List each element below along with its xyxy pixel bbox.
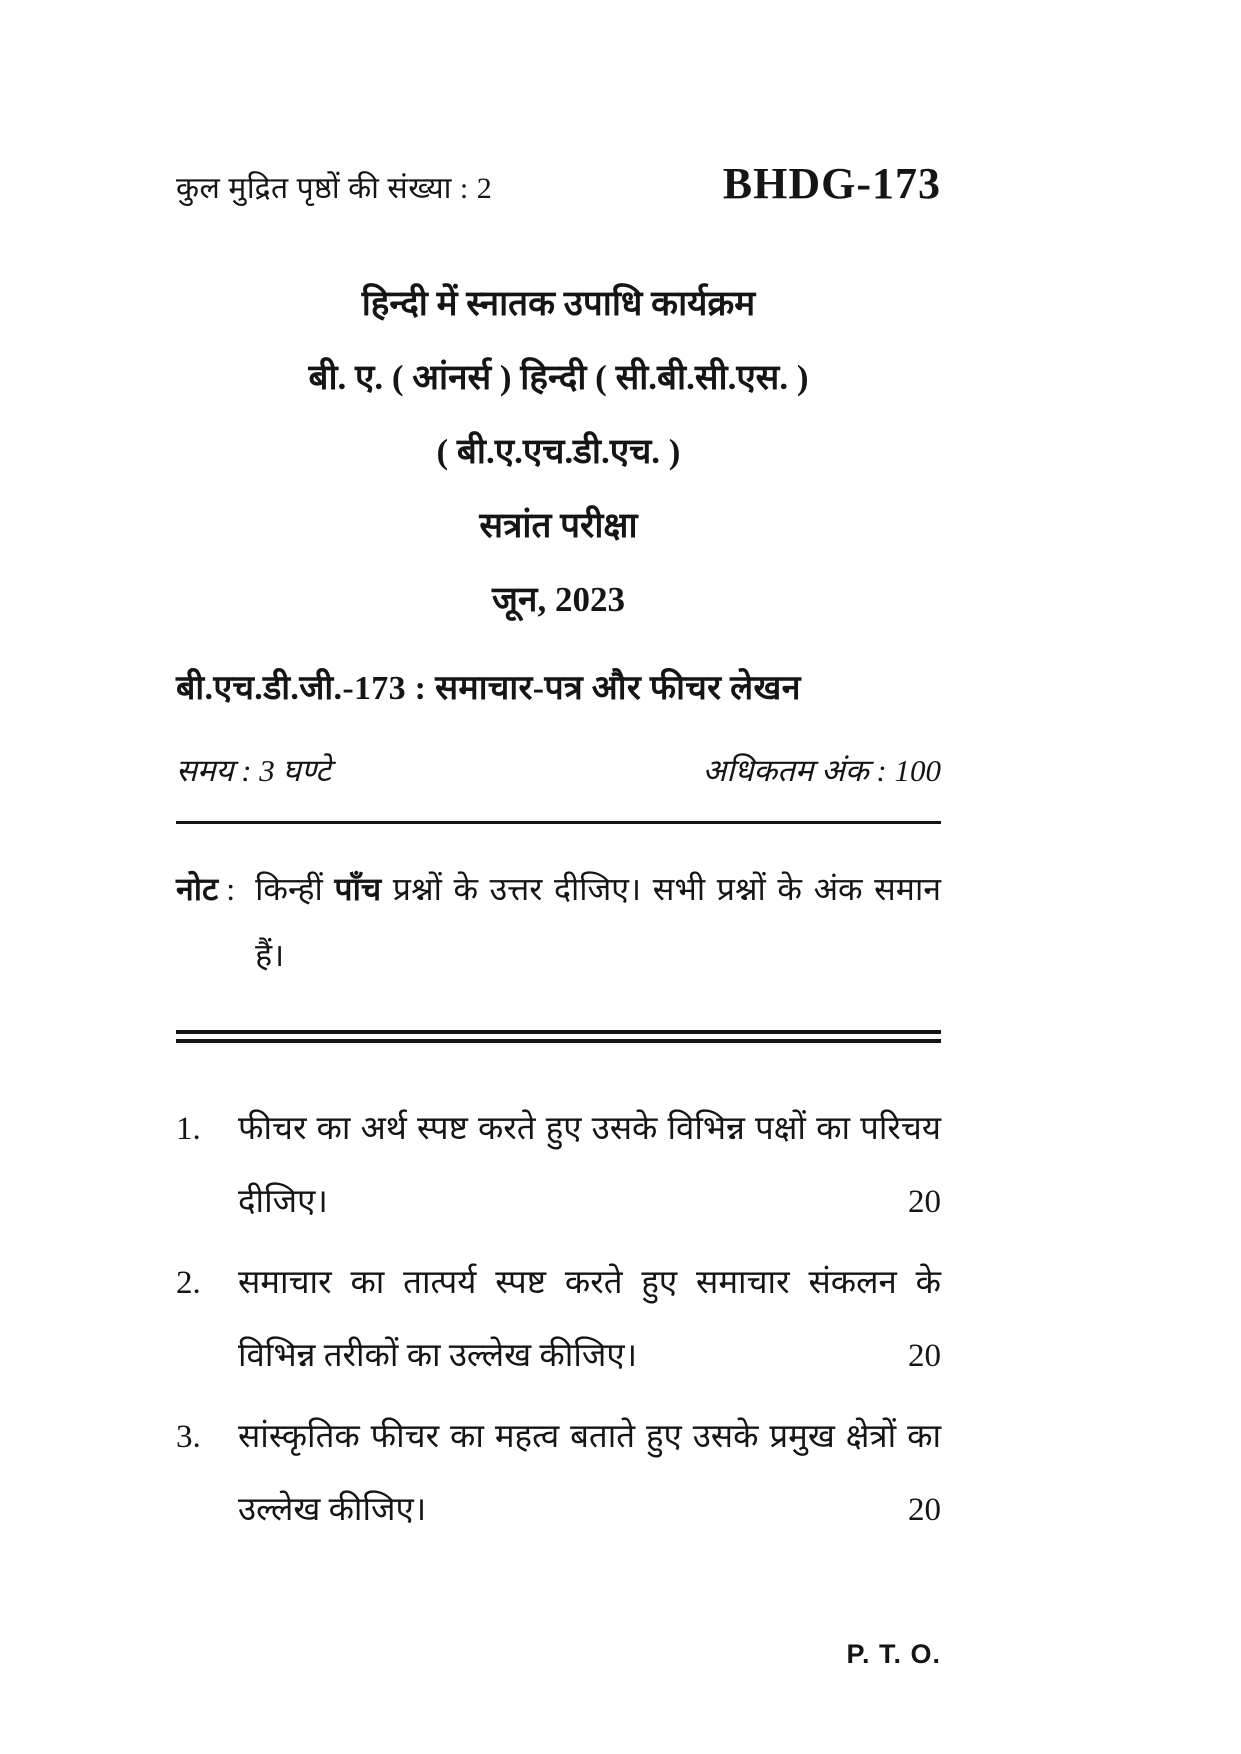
programme-title-line: हिन्दी में स्नातक उपाधि कार्यक्रम	[361, 284, 756, 323]
degree-abbr-line: ( बी.ए.एच.डी.एच. )	[436, 432, 681, 471]
question-marks: 20	[908, 1184, 941, 1220]
degree-title-line: बी. ए. ( आंनर्स ) हिन्दी ( सी.बी.सी.एस. )	[308, 358, 809, 397]
question-body	[238, 1093, 941, 1239]
double-rule-divider	[176, 1030, 941, 1043]
question-body	[238, 1401, 941, 1547]
note-text	[255, 856, 941, 988]
note-text-post: प्रश्नों के उत्तर दीजिए। सभी प्रश्नों के अंक समान हैं।	[255, 871, 941, 973]
exam-paper-page	[176, 158, 941, 1670]
pto-label: P. T. O.	[846, 1639, 941, 1669]
time-allowed: समय : 3 घण्टे	[176, 753, 331, 788]
paper-code: BHDG-173	[722, 159, 941, 208]
question-number: 3.	[176, 1419, 201, 1455]
question-text: समाचार का तात्पर्य स्पष्ट करते हुए समाचार संकलन के विभिन्न तरीकों का उल्लेख कीजिए।	[238, 1265, 941, 1374]
exam-name-line: सत्रांत परीक्षा	[479, 506, 638, 545]
title-block	[176, 267, 941, 637]
header-row	[176, 158, 941, 209]
question-item	[176, 1093, 941, 1239]
question-text: सांस्कृतिक फीचर का महत्व बताते हुए उसके प्रमुख क्षेत्रों का उल्लेख कीजिए।	[238, 1419, 941, 1528]
note-row	[176, 856, 941, 988]
note-label-word: नोट	[176, 871, 219, 907]
printed-pages-note: कुल मुद्रित पृष्ठों की संख्या : 2	[176, 172, 493, 205]
course-title: बी.एच.डी.जी.-173 : समाचार-पत्र और फीचर लेखन	[176, 670, 801, 707]
note-label	[176, 856, 235, 988]
note-text-bold: पाँच	[334, 871, 382, 907]
note-label-colon: :	[218, 871, 236, 907]
question-body	[238, 1247, 941, 1393]
question-item	[176, 1247, 941, 1393]
question-list	[176, 1093, 941, 1547]
max-marks: अधिकतम अंक : 100	[702, 753, 941, 788]
single-rule-divider	[176, 821, 941, 824]
question-text: फीचर का अर्थ स्पष्ट करते हुए उसके विभिन्न पक्षों का परिचय दीजिए।	[238, 1111, 941, 1220]
question-marks: 20	[908, 1338, 941, 1374]
note-text-pre: किन्हीं	[255, 871, 335, 907]
question-number: 1.	[176, 1111, 201, 1147]
time-marks-row	[176, 749, 941, 791]
question-number: 2.	[176, 1265, 201, 1301]
exam-session-line: जून, 2023	[492, 580, 625, 619]
question-marks: 20	[908, 1492, 941, 1528]
question-item	[176, 1401, 941, 1547]
